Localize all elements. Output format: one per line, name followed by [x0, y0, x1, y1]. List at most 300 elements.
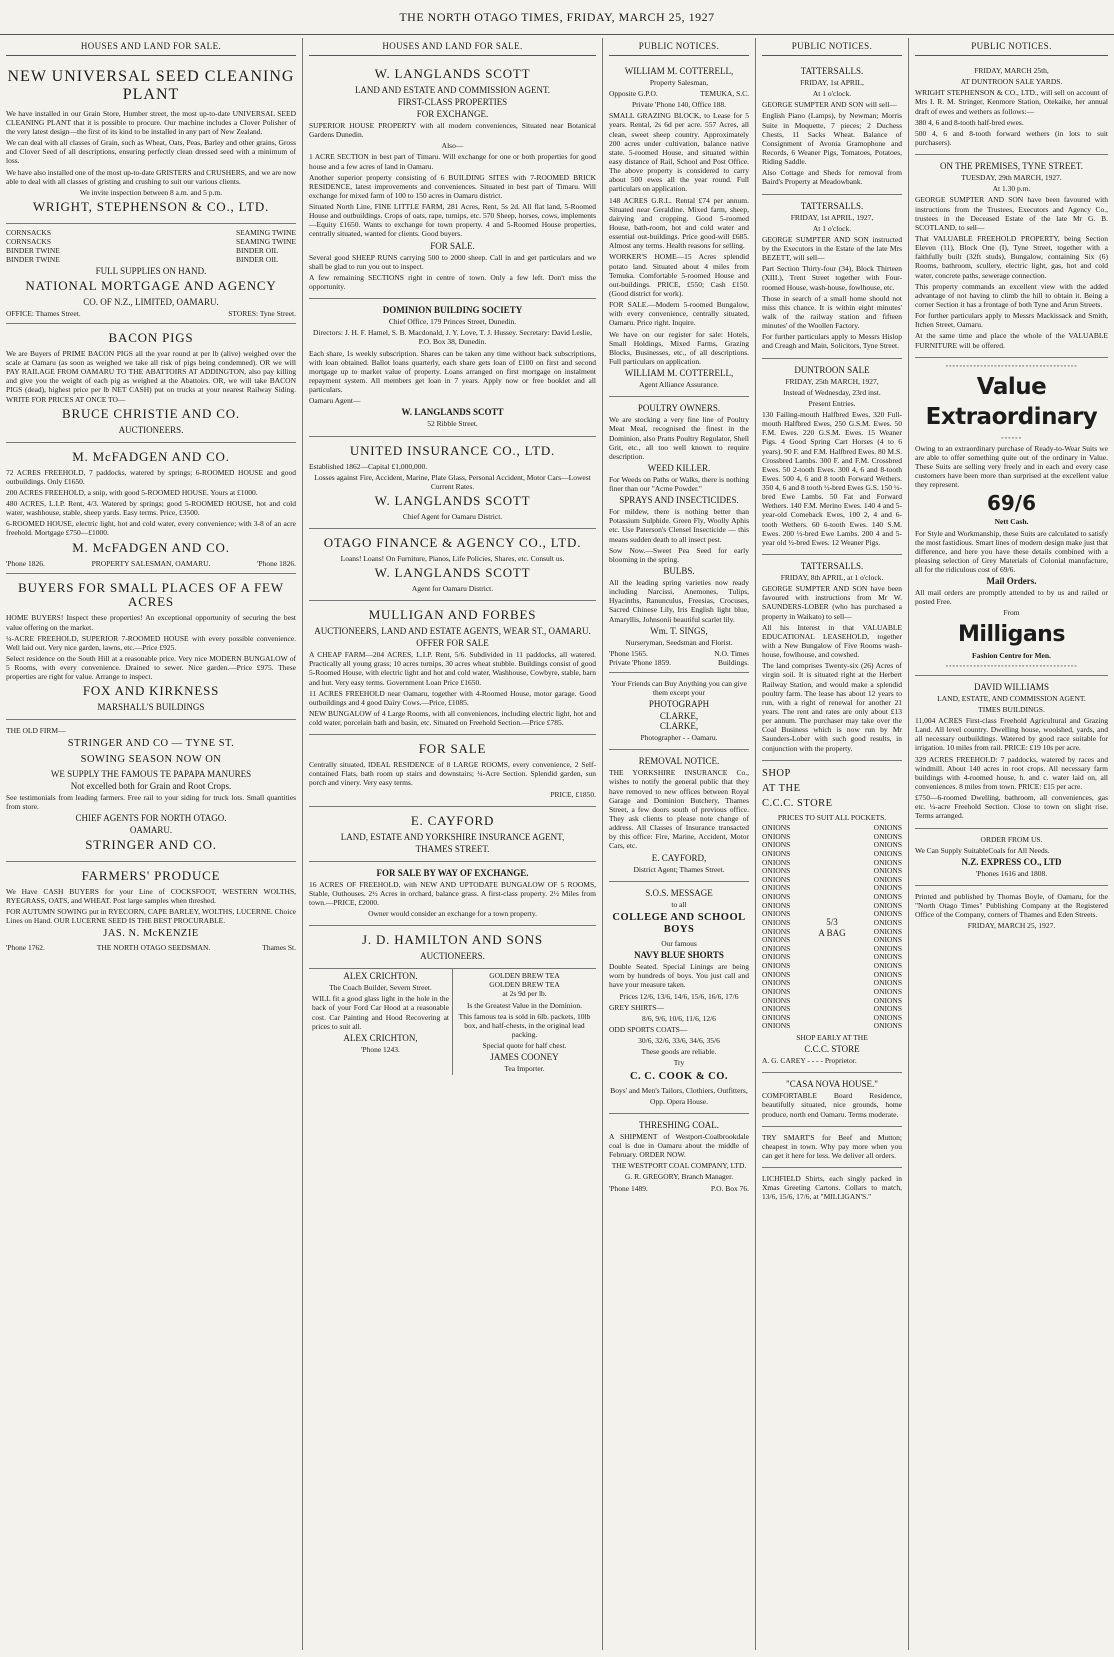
ad-text: We have installed in our Grain Store, Humber street, the most up-to-date UNIVERSAL SEED CLEANING PLANT that it is possible to procure. Our machine includes a Clover Polisher of the very latest design—the first of its kind to be installed in any part of New Zealand. — [6, 108, 296, 137]
advertiser-name: JAMES COONEY — [490, 1052, 559, 1063]
twines-right: SEAMING TWINE SEAMING TWINE BINDER OIL BINDER OIL — [235, 227, 296, 264]
listing: 480 ACRES, L.I.P. Rent, 4/3. Watered by springs; good 5-ROOMED HOUSE, hot and cold water, washhouse, stable, sheep yards. Easy terms. Price, £3500. — [6, 499, 296, 518]
ad-subhead: WEED KILLER. — [647, 462, 711, 473]
ad-text: THE OLD FIRM— — [6, 726, 66, 736]
cayford-ad — [309, 807, 596, 862]
ad-text: See testimonials from leading farmers. Free rail to your siding for truck lots. Small quantities from store. — [6, 792, 296, 811]
ad-text: We Can Supply SuitableCoals for All Needs. — [915, 845, 1050, 855]
onions-word: ONIONS — [762, 1012, 791, 1022]
listing: 16 ACRES OF FREEHOLD, with NEW AND UPTODATE BUNGALOW OF 5 ROOMS, Stable, Outhouses. 2½ Acres in orchard, balance grass. A first-class property. 2½ Miles from town.—PRICE, £2000. — [309, 879, 596, 907]
ad-text: Chief Agent for Oamaru District. — [402, 511, 503, 521]
agent-name: W. LANGLANDS SCOTT — [374, 565, 531, 581]
ad-text: We Have CASH BUYERS for your Line of COCKSFOOT, WESTERN WOLTHS, RYEGRASS, OATS, and WHEAT. Post large samples when threshed. — [6, 886, 296, 905]
ad-text: Chief Office, 179 Princes Street, Dunedin. — [388, 317, 517, 327]
ad-title: PHOTOGRAPH — [648, 699, 710, 710]
onions-word: ONIONS — [762, 926, 791, 936]
advertiser-name: M. McFADGEN AND CO. — [72, 448, 230, 464]
listing: 1 ACRE SECTION in best part of Timaru. Will exchange for one or both properties for good house and a few acres of land in Oamaru. — [309, 152, 596, 171]
ad-subhead: BULBS. — [663, 566, 695, 577]
onions-word: ONIONS — [873, 926, 902, 936]
onions-word: ONIONS — [762, 874, 791, 884]
tattersalls-ad-2 — [762, 195, 902, 359]
onions-word: ONIONS — [873, 1021, 902, 1031]
ad-text: THE YORKSHIRE INSURANCE Co., wishes to notify the general public that they have removed to new offices between Royal Garage and Dominion Butchery, Thames Street, a few doors south of previous office. They ask clients to please note change of address. All Classes of Insurance transacted by this office: Fire, Marine, Accident, Motor Cars, etc. — [609, 768, 749, 851]
ad-text: OAMARU. — [129, 824, 173, 835]
onions-word: ONIONS — [762, 866, 791, 876]
address: Buildings. — [717, 657, 749, 667]
listing: We have on our register for sale: Hotels, Small Holdings, Mixed Farms, Grazing Blocks, Businesses, etc., of all descriptions. Full particulars on application. — [609, 329, 749, 366]
ad-text: WILL fit a good glass light in the hole in the back of your Ford Car Hood at a reasonable cost. Car Painting and Hood Recovering at prices to suit all. — [312, 994, 449, 1031]
onions-word: ONIONS — [762, 995, 791, 1005]
onions-word: ONIONS — [873, 943, 902, 953]
ad-subhead: SPRAYS AND INSECTICIDES. — [619, 495, 739, 506]
column-3 — [603, 38, 756, 1650]
ad-title: TATTERSALLS. — [800, 200, 864, 211]
ad-text: Not excelled both for Grain and Root Crops. — [70, 780, 232, 791]
onions-word: ONIONS — [873, 978, 902, 988]
removal-notice-ad — [609, 750, 749, 881]
onions-word: ONIONS — [873, 840, 902, 850]
advertiser-name: A. G. CAREY - - - - Proprietor. — [762, 1056, 857, 1066]
onions-word: ONIONS — [762, 943, 791, 953]
ad-text: 130 Failing-mouth Halfbred Ewes, 320 Full-mouth Halfbred Ewes, 250 G.S.M. Ewes. 50 F.M. Ewes. 220 G.S.M. Ewes. 15 Weaner Pigs. 4 Good Spring Cart Horses (4 to 6 years). 90 F. and F.M. Halfbred Ewes. 80 M.S. Crossbred Lambs. 300 F. and F.M. Crossbred Ewes. 50 2-tooth Ewes. 300 4, 6 and 8-tooth Ewes. 500 4, 6 and 8 tooth Forward Wethers. 350 4, 6 and 8 tooth ½-bred Ewes G.S. 150 ½-bred Ewe Lambs. 50 Fat and Forward Wethers. 140 F.M. Merino Ewes. 140 4 and 5-year-old Comeback Ewes, 100 2, 4 and 6-tooth Wethers. 60 6-tooth Ewes. 140 S.M. Ewes. 200 ½-bred Ewe Lambs. 200 4 and 5-year old ½-bred Ewes. 12 Weaner Pigs. — [762, 409, 902, 547]
cotterell-ad — [609, 60, 749, 397]
listing: Situated North Line, FINE LITTLE FARM, 281 Acres, Rent, 5s 2d. All flat land, 5-Roomed House and outbuildings. Crops of oats, rape, turnips, etc. 570 Sheep, horses, cows, implements—Equity £1650. Wants to exchange for town property. 4 and 5-Roomed House properties, centrally situated, wanted for clients. Good buyers. — [309, 202, 596, 239]
ornament-border: ◦◦◦◦◦◦◦◦◦◦◦◦◦◦◦◦◦◦◦◦◦◦◦◦◦◦◦◦◦◦◦◦◦◦◦◦◦◦ — [945, 661, 1078, 670]
dominion-building-ad — [309, 299, 596, 436]
ad-title: ON THE PREMISES, TYNE STREET. — [939, 161, 1083, 172]
listing: A CHEAP FARM—204 ACRES, L.I.P. Rent, 5/6. Subdivided in 11 paddocks, all watered. Practically all young grass; 10 acres turnips, 30 acres wheat stubble. Buildings consist of good 5-Roomed House, with electric light and hot and cold water, Washhouse, Cowbyre, stable, barn and hut. Very easy terms. Government Loan Price £1650. — [309, 650, 596, 687]
onions-word: ONIONS — [762, 900, 791, 910]
sale-time: At 1.30 p.m. — [992, 184, 1031, 194]
ad-text: Your Friends can Buy Anything you can give them except your — [611, 678, 747, 698]
advertiser-name: C. C. COOK & CO. — [629, 1070, 729, 1082]
ad-subtitle: The Coach Builder, Severn Street. — [329, 983, 432, 993]
listing: A few remaining SECTIONS right in centre of town. Only a few left. Don't miss the opportunity. — [309, 272, 596, 292]
column-heading: HOUSES AND LAND FOR SALE. — [309, 38, 596, 56]
column-1 — [0, 38, 303, 1650]
ad-subtitle: District Agent; Thames Street. — [633, 864, 725, 874]
ad-text: For mildew, there is nothing better than Potassium Sulphide. Green Fly, Woolly Aphis etc. Use Paterson's Clensel Insecticide — this means sudden death to all insect pest. — [609, 507, 749, 544]
advertiser-name: WRIGHT, STEPHENSON & CO., LTD. — [32, 199, 270, 215]
farmers-produce-ad — [6, 862, 296, 958]
ad-text: FULL SUPPLIES ON HAND. — [95, 265, 207, 276]
price: 8/6, 9/6, 10/6, 11/6, 12/6 — [642, 1013, 716, 1023]
onions-word: ONIONS — [762, 961, 791, 971]
masthead: THE NORTH OTAGO TIMES, FRIDAY, MARCH 25, 1927 — [0, 0, 1114, 35]
advertiser-name: CLARKE, CLARKE, — [659, 711, 699, 732]
ad-text: This famous tea is sold in 6lb. packets, 10lb box, and half-chests, in the original lead packing. — [458, 1011, 591, 1040]
onions-word: ONIONS — [873, 986, 902, 996]
address: Opp. Opera House. — [650, 1096, 708, 1106]
onions-word: ONIONS — [873, 1004, 902, 1014]
poultry-ad — [609, 397, 749, 673]
phone: 'Phone 1762. — [6, 943, 45, 953]
ad-text: This property commands an excellent view with the added advantage of not having to climb the hill to obtain it. Being a corner Section it has a frontage of both Tyne and Arun Streets. — [915, 281, 1108, 309]
phone: 'Phones 1616 and 1808. — [975, 868, 1048, 878]
listing: 380 4, 6 and 8-tooth half-bred ewes. — [915, 117, 1024, 127]
price: PRICE, £1850. — [550, 789, 596, 799]
onions-word: ONIONS — [873, 917, 902, 927]
ad-text: LICHFIELD Shirts, each singly packed in Xmas Greeting Cartons. Collars to match, 13/6, 15/6, 17/6, at "MILLIGAN'S." — [762, 1174, 902, 1202]
ad-title: Value — [976, 373, 1047, 400]
sale-date: FRIDAY, MARCH 25th, — [974, 66, 1049, 75]
ad-subtitle: AUCTIONEERS. — [420, 951, 485, 962]
price: 30/6, 32/6, 33/6, 34/6, 35/6 — [638, 1036, 720, 1046]
listing: 500 4, 6 and 8-tooth forward wethers (in lots to suit purchasers). — [915, 128, 1108, 147]
ad-text: We have also installed one of the most up-to-date GRISTERS and CRUSHERS, and we are now able to deal with all classes of gristing and crushing to suit our various clients. — [6, 167, 296, 186]
onions-word: ONIONS — [762, 986, 791, 996]
onions-word: ONIONS — [762, 840, 791, 850]
imprint-text: Printed and published by Thomas Boyle, of Oamaru, for the "North Otago Times" Publishing Company at the Registered Office of the Company, corners of Thames and Eden Streets. — [915, 892, 1108, 920]
price: Prices 12/6, 13/6, 14/6, 15/6, 16/6, 17/6 — [619, 991, 739, 1001]
advertiser-name: Milligans — [958, 621, 1065, 647]
ad-text: WRIGHT STEPHENSON & CO., LTD., will sell on account of Mrs I. R. M. Stringer, Kenmore Station, Otekaike, her annual draft of ewes and wethers as follows:— — [915, 88, 1108, 116]
onions-word: ONIONS — [873, 874, 902, 884]
column-heading: HOUSES AND LAND FOR SALE. — [6, 38, 296, 56]
advertiser-name: ALEX CRICHTON, — [343, 1032, 418, 1043]
advertiser-name: JAS. N. McKENZIE — [103, 928, 199, 940]
ad-subtitle: THE NORTH OTAGO SEEDSMAN. — [96, 943, 211, 953]
ad-text: to all — [671, 899, 687, 909]
ad-text: All mail orders are promptly attended to by us and railed or posted Free. — [915, 588, 1108, 607]
suit-price: 69/6 — [986, 491, 1037, 516]
advertiser-name: E. CAYFORD — [410, 812, 495, 828]
sale-place: AT DUNTROON SALE YARDS. — [960, 77, 1063, 87]
onions-word: ONIONS — [873, 823, 902, 833]
onions-word: ONIONS — [873, 961, 902, 971]
ad-text: GEORGE SUMPTER AND SON have been favoured with instructions from the Trustees, Executors and Agency Co., trustees in the Deceased Estate of the late Mr G. B. SCOTLAND, to sell— — [915, 195, 1108, 232]
onions-word: ONIONS — [873, 935, 902, 945]
onions-word: ONIONS — [873, 995, 902, 1005]
listing: £750—6-roomed Dwelling, bathroom, all conveniences, gas etc. ¼-acre Freehold Section. Close to town on slight rise. Terms arranged. — [915, 793, 1108, 821]
listing: Another superior property consisting of 6 BUILDING SITES with 7-ROOMED BRICK RESIDENCE, latest improvements and conveniences. Situated in best part of Timaru. Will exchange for mixed farm of 100 to 150 acres in Oamaru district. — [309, 172, 596, 200]
listing: Select residence on the South Hill at a reasonable price. Very nice MODERN BUNGALOW of 5 Rooms, with every convenience. Drained to sewer. Nice garden.—Price £975. These properties are right for value. Arrange to inspect. — [6, 653, 296, 682]
phone: 'Phone 1243. — [361, 1044, 400, 1054]
onions-price — [812, 824, 852, 1031]
imprint-date: FRIDAY, MARCH 25, 1927. — [967, 921, 1056, 931]
phone: 'Phone 1489. — [609, 1183, 648, 1193]
ad-subtitle: Photographer - - Oamaru. — [640, 733, 718, 743]
address: N.O. Times — [714, 648, 749, 658]
ad-title: THRESHING COAL. — [639, 1119, 719, 1130]
listing: SMALL GRAZING BLOCK, to Lease for 5 years. Rental, 2s 6d per acre. 557 Acres, all clean, sweet sheep country. Approximately 200 acres under cultivation, balance native state. 5-roomed House, and situated within easy distance of Rail, School and Post Office. The above property is considered to carry about 500 ewes all the year round. Full particulars on application. — [609, 111, 749, 194]
twines-ad — [6, 224, 296, 324]
tattersalls-ad-1 — [762, 60, 902, 195]
column-4 — [756, 38, 909, 1650]
column-heading: PUBLIC NOTICES. — [609, 38, 749, 56]
ad-title: BACON PIGS — [108, 329, 194, 345]
onions-word: ONIONS — [873, 1012, 902, 1022]
ad-subtitle: LAND AND ESTATE AND COMMISSION AGENT. — [354, 84, 551, 95]
advertiser-name: STRINGER AND CO — TYNE ST. — [67, 738, 235, 750]
sale-time: At 1 o'clock. — [812, 223, 852, 233]
column-5 — [909, 38, 1114, 1650]
ad-subhead: Present Entries. — [808, 398, 856, 408]
ad-subhead: SHOP EARLY AT THE — [796, 1033, 868, 1043]
bacon-pigs-ad — [6, 324, 296, 443]
ad-subtitle: LAND, ESTATE AND YORKSHIRE INSURANCE AGENT, — [340, 831, 565, 842]
ad-text: All his Interest in that VALUABLE EDUCATIONAL LEASEHOLD, together with a New Bungalow of Five Rooms wash-house, fowlhouse, and cowshed. — [762, 622, 902, 660]
onions-word: ONIONS — [873, 866, 902, 876]
ad-title: TATTERSALLS. — [800, 561, 864, 572]
ad-title: GOLDEN BREW TEA GOLDEN BREW TEA at 2s 9d per lb. — [489, 971, 560, 999]
ad-text: S.O.S. MESSAGE — [645, 887, 713, 898]
ad-text: At the same time and place the whole of the VALUABLE FURNITURE will be offered. — [915, 331, 1108, 350]
imprint — [915, 886, 1108, 938]
nz-express-ad — [915, 829, 1108, 886]
sale-time: At 1 o'clock. — [812, 89, 852, 99]
ad-text: GEORGE SUMPTER AND SON have been favoured with instructions from Mr W. SAUNDERS-LOBER (who has purchased a property in Waikato) to sell— — [762, 584, 902, 621]
onions-word: ONIONS — [873, 883, 902, 893]
onions-word: ONIONS — [762, 883, 791, 893]
ad-title: BUYERS FOR SMALL PLACES OF A FEW ACRES — [18, 579, 284, 610]
ad-text: Directors: J. H. F. Hamel, S. B. Macdonald, J. Y. Love, T. J. Hussey. Secretary: David Leslie, P.O. Box 38, Dunedin. — [312, 328, 592, 347]
onions-word: ONIONS — [762, 831, 791, 841]
onions-word: ONIONS — [762, 848, 791, 858]
onions-word: ONIONS — [762, 952, 791, 962]
advertiser-name: STRINGER AND CO. — [85, 836, 217, 852]
ad-text: Each share, 1s weekly subscription. Shares can be taken any time without back subscriptions, with loan obtained. Ballot loans quarterly, each share gets loan of £100 on first and second mortgage up to market value of property. Loans arranged on first mortgage on instalment repayment system. All members get loan in 7 years. Apply now or free booklet and all particulars. — [309, 348, 596, 395]
onions-word: ONIONS — [762, 857, 791, 867]
ad-subtitle: LAND, ESTATE, AND COMMISSION AGENT. — [937, 693, 1086, 703]
ad-subhead: Mail Orders. — [986, 576, 1037, 587]
address: Thames St. — [262, 943, 296, 953]
ad-title: DUNTROON SALE — [794, 364, 870, 375]
ad-subtitle: Tea Importer. — [504, 1064, 545, 1074]
listing: 6-ROOMED HOUSE, electric light, hot and cold water, every convenience; with 3-8 of an acre freehold. Mortgage £750—£1000. — [6, 519, 296, 538]
ad-text: Owner would consider an exchange for a town property. — [368, 909, 537, 919]
sale-date: FRIDAY, 25th MARCH, 1927, — [785, 376, 879, 386]
ad-subtitle: Boys' and Men's Tailors, Clothiers, Outfitters, — [610, 1085, 748, 1095]
phone: 'Phone 1826. — [6, 558, 45, 568]
ad-text: Try — [673, 1058, 685, 1068]
onions-word: ONIONS — [873, 892, 902, 902]
ad-text: That VALUABLE FREEHOLD PROPERTY, being Section Eleven (11), Block One (I), Tyne Street, together with a faithfully built (32ft studs), Bungalow, containing Six (6) Rooms, bathroom, scullery, electric light, gas, hot and cold water, concrete paths, sewerage connection. — [915, 233, 1108, 280]
advertiser-name: M. McFADGEN AND CO. — [72, 539, 230, 555]
ad-subtitle: G. R. GREGORY, Branch Manager. — [624, 1172, 734, 1182]
listing: ¼-ACRE FREEHOLD, SUPERIOR 7-ROOMED HOUSE with every possible convenience. Well laid out. Very nice garden, lawns, etc.—Price £925. — [6, 633, 296, 652]
lichfield-ad — [762, 1168, 902, 1208]
ad-text: Those in search of a small home should not miss this chance. It is within eight minutes' walk of the railway station and fifteen minutes' of the Woollen Factory. — [762, 293, 902, 331]
ad-title: POULTRY OWNERS. — [637, 403, 721, 414]
column-heading: PUBLIC NOTICES. — [762, 38, 902, 56]
onions-word: ONIONS — [762, 935, 791, 945]
ad-text: From — [1003, 608, 1020, 618]
ad-subtitle: PROPERTY SALESMAN, OAMARU. — [91, 558, 211, 568]
ad-text: Oamaru Agent— — [309, 396, 361, 406]
onions-word: ONIONS — [762, 892, 791, 902]
ad-text: We are Buyers of PRIME BACON PIGS all the year round at per lb (alive) weighed over the scale at Oamaru (as soon as weighed we take all risk of pigs being condemned). OR we will PAY RAILAGE FROM OAMARU TO THE ABATTOIRS AT ADDINGTON, also pay killing and give you the weight of each pig as weighed at the Abattoirs. OR, we will take BACON PIGS (dead), highest price per lb NET CASH) put on trucks at your nearest Railway Siding. WRITE FOR PRICES AT ONCE TO— — [6, 348, 296, 404]
ad-title: ORDER FROM US. — [980, 834, 1043, 844]
ad-title: REMOVAL NOTICE. — [638, 756, 720, 767]
listing: SUPERIOR HOUSE PROPERTY with all modern conveniences, Situated near Botanical Gardens Dunedin. — [309, 120, 596, 140]
onions-word: ONIONS — [762, 909, 791, 919]
ad-subtitle: AUCTIONEERS. — [118, 424, 184, 435]
ad-title: AT THE — [762, 782, 801, 794]
ad-text: The land comprises Twenty-six (26) Acres of virgin soil. It is situated right at the Herbert Railway Station, and would make a splendid poultry farm. The lease has about 12 years to run, with a right of renewal for another 21 years. The rent and rates are only about £13 per annum. The purchaser may take over the Coal Business which is now run by Mr Saunders-Lober with such good results, in conjunction with the property. — [762, 661, 902, 753]
advertiser-name: Wm. T. SINGS, — [650, 625, 708, 636]
ad-text: WE SUPPLY THE FAMOUS TE PAPAPA MANURES — [50, 768, 252, 779]
sale-date: FRIDAY, 1st APRIL, — [800, 78, 864, 87]
address: TEMUKA, S.C. — [700, 89, 749, 99]
advertiser-name: MULLIGAN AND FORBES — [368, 607, 537, 623]
listing: HOME BUYERS! Inspect these properties! An exceptional opportunity of securing the best value offering on the market. — [6, 613, 296, 632]
phone: 'Phone 1826. — [257, 558, 296, 568]
address: TIMES BUILDINGS. — [978, 704, 1045, 714]
langlands-scott-ad — [309, 60, 596, 299]
agent-name: W. LANGLANDS SCOTT — [401, 407, 504, 418]
phone: Private 'Phone 1859. — [609, 657, 671, 667]
onions-list-right — [852, 824, 902, 1031]
ad-title: FOR SALE BY WAY OF EXCHANGE. — [376, 867, 529, 878]
ad-text: FIRST-CLASS PROPERTIES — [397, 96, 508, 107]
ad-subtitle: Fashion Centre for Men. — [972, 650, 1051, 660]
phone: 'Phone 1565. — [609, 648, 648, 658]
ad-text: FOR SALE. — [430, 240, 475, 251]
ad-text: Loans! Loans! On Furniture, Pianos, Life Policies, Shares, etc. Consult us. — [340, 553, 565, 563]
listing: Several good SHEEP RUNS carrying 500 to 2000 sheep. Call in and get particulars and we shall be glad to run you out to inspect. — [309, 252, 596, 271]
seed-cleaning-ad — [6, 60, 296, 224]
listing: 329 ACRES FREEHOLD: 7 paddocks, watered by races and windmill. About 140 acres in root crops. All necessary farm buildings with 4-roomed house, h. and c. water laid on, all conveniences. 8 miles from town. PRICE: £15 per acre. — [915, 754, 1108, 792]
sale-date: TUESDAY, 29th MARCH, 1927. — [961, 173, 1062, 183]
onions-word: ONIONS — [873, 909, 902, 919]
listing: WORKER'S HOME—15 Acres splendid potato land. Situated about 4 miles from Temuka. Comfortable 5-roomed House and out-buildings. PRICE, £550; Cash £150. (Good district for work). — [609, 252, 749, 298]
advertiser-name: FOX AND KIRKNESS — [82, 683, 220, 699]
hamilton-ad — [309, 926, 596, 969]
premises-sale-ad — [915, 155, 1108, 358]
ad-text: GEORGE SUMPTER AND SON instructed by the Executors in the Estate of the late Mrs BEZETT, will sell— — [762, 234, 902, 263]
advertiser-name: THE WESTPORT COAL COMPANY, LTD. — [611, 1161, 747, 1171]
david-williams-ad — [915, 676, 1108, 829]
duntroon-yards-ad — [915, 60, 1108, 155]
advertiser-name: BRUCE CHRISTIE AND CO. — [62, 405, 240, 421]
ad-title: C.C.C. STORE — [762, 797, 833, 809]
ad-subtitle: Agent Alliance Assurance. — [639, 380, 719, 390]
ad-subhead: GREY SHIRTS— — [609, 1002, 664, 1012]
ad-title: TATTERSALLS. — [800, 66, 864, 76]
ad-text: TRY SMART'S for Beef and Mutton; cheapest in town. Why pay more when you can get it here for less. We deliver all orders. — [762, 1132, 902, 1161]
listing: NEW BUNGALOW of 4 Large Rooms, with all conveniences, including electric light, hot and cold water, porcelain bath and basin, etc. Situated on Freehold Section.—Price £785. — [309, 708, 596, 728]
ad-subtitle: AUCTIONEERS, LAND AND ESTATE AGENTS, WEAR ST., OAMARU. — [314, 626, 591, 637]
price: 5/3 — [826, 917, 838, 928]
advertiser-name: E. CAYFORD, — [651, 852, 707, 863]
united-insurance-ad — [309, 437, 596, 529]
crichton-ad — [309, 969, 453, 1075]
ad-subtitle: Nurseryman, Seedsman and Florist. — [625, 637, 733, 647]
ad-text: Is the Greatest Value in the Dominion. — [466, 1000, 583, 1010]
listing: 11,004 ACRES First-class Freehold Agricultural and Grazing Land. All level country. Dwelling house, woolshed, yards, and all necessary outbuildings. Watered by good race suitable for irrigation. 10 miles from rail. PRICE: £19 10s per acre. — [915, 716, 1108, 753]
column-2 — [303, 38, 603, 1650]
ad-text: FOR EXCHANGE. — [416, 108, 489, 119]
onions-list-left — [762, 824, 812, 1031]
ornament-border: ◦◦◦◦◦◦◦◦◦◦◦◦◦◦◦◦◦◦◦◦◦◦◦◦◦◦◦◦◦◦◦◦◦◦◦◦◦◦ — [945, 361, 1078, 370]
onions-word: ONIONS — [762, 1021, 791, 1031]
ad-text: For Weeds on Paths or Walks, there is nothing finer than our "Acme Powder." — [609, 474, 749, 494]
onions-word: ONIONS — [762, 978, 791, 988]
ad-text: COMFORTABLE Board Residence, beautifully situated, nice grounds, home produce, north end Oamaru. Terms moderate. — [762, 1091, 902, 1119]
column-heading: PUBLIC NOTICES. — [915, 38, 1108, 56]
address: Opposite G.P.O. — [609, 89, 658, 99]
ad-subtitle: CO. OF N.Z., LIMITED, OAMARU. — [83, 296, 219, 307]
ad-text: We can deal with all classes of Grain, such as Wheat, Oats, Peas, Barley and other grains, Gross and Clover Seed of all descriptions, ensuring perfectly clean dressed seed with a minimum of loss. — [6, 138, 296, 166]
ad-title: FARMERS' PRODUCE — [81, 867, 221, 883]
ad-text: OFFER FOR SALE — [416, 638, 489, 649]
ad-text: English Piano (Lamps), by Newman; Morris Suite in Moquette, 7 pieces; 2 Duchess Chests, 11 Sacks Wheat. Balance of Consignment of Avonia Gramophone and Records, 6 Weaner Pigs, Tomatoes, Potatoes, Riding Saddle. — [762, 111, 902, 167]
ad-title: "CASA NOVA HOUSE." — [786, 1079, 878, 1090]
onions-word: ONIONS — [762, 969, 791, 979]
ornament-divider: ◦◦◦◦◦◦ — [1001, 433, 1022, 442]
ad-subhead: NAVY BLUE SHORTS — [634, 950, 724, 961]
ad-text: Instead of Wednesday, 23rd inst. — [783, 387, 881, 397]
ad-text: Losses against Fire, Accident, Marine, Plate Glass, Personal Accident, Motor Cars—Lowest Current Rates. — [314, 472, 591, 491]
mcfadgen-ad — [6, 443, 296, 574]
ad-text: We are stocking a very fine line of Poultry Meat Meal, recognised the finest in the Dominion, also Pratts Poultry Regulator, Shell Grit, etc., all too well known to require description. — [609, 415, 749, 461]
ad-text: These goods are reliable. — [641, 1047, 717, 1057]
ad-text: Special quote for half chest. — [482, 1041, 567, 1051]
for-sale-ad — [309, 735, 596, 807]
advertiser-name: UNITED INSURANCE CO., LTD. — [349, 442, 556, 458]
ad-text: Nett Cash. — [994, 517, 1029, 527]
advertiser-name: WILLIAM M. COTTERELL, — [624, 66, 734, 76]
split-ads — [309, 969, 596, 1075]
ad-subtitle: MARSHALL'S BUILDINGS — [97, 702, 205, 713]
ad-title: SHOP — [762, 767, 791, 779]
advertiser-name: W. LANGLANDS SCOTT — [374, 66, 531, 81]
listing: FOR SALE.—Modern 5-roomed Bungalow, with every convenience, centrally situated, Oamaru. Price right. Inquire. — [609, 300, 749, 328]
ad-subhead: PRICES TO SUIT ALL POCKETS. — [777, 812, 887, 822]
twines-left: CORNSACKS CORNSACKS BINDER TWINE BINDER TWINE — [6, 227, 60, 264]
ad-subtitle: Property Salesman, — [649, 78, 709, 87]
listing: 148 ACRES G.R.L. Rental £74 per annum. Situated near Geraldine. Mixed farm, sheep, dairying and cropping. Good 5-roomed House, bath-room, hot and cold water and essential out-buildings. Price good-will £685. Almost any terms. Health reasons for selling. — [609, 195, 749, 251]
advertiser-name: ALEX CRICHTON. — [343, 971, 418, 982]
office-address: OFFICE: Thames Street. — [6, 308, 81, 318]
golden-brew-ad — [453, 969, 596, 1075]
ad-text: A SHIPMENT of Westport-Coalbrookdale coal is due in Oamaru about the middle of February. ORDER NOW. — [609, 1131, 749, 1160]
sale-date: FRIDAY, 8th APRIL, at 1 o'clock. — [780, 573, 884, 583]
advertiser-name: DAVID WILLIAMS — [974, 681, 1049, 692]
advertiser-name: N.Z. EXPRESS CO., LTD — [961, 856, 1062, 867]
ad-text: Sow Now.—Sweet Pea Seed for early blooming in the spring. — [609, 545, 749, 564]
ad-text: Also Cottage and Sheds for removal from Baird's Property at Meadowbank. — [762, 168, 902, 187]
advertiser-name: NATIONAL MORTGAGE AND AGENCY — [25, 277, 277, 293]
ad-subtitle: THAMES STREET. — [415, 843, 490, 854]
ad-title: Extraordinary — [925, 403, 1098, 430]
tattersalls-ad-3 — [762, 555, 902, 761]
casa-nova-ad — [762, 1073, 902, 1126]
smarts-ad — [762, 1127, 902, 1168]
photograph-ad — [609, 673, 749, 750]
ad-subhead: ODD SPORTS COATS— — [609, 1024, 688, 1034]
ad-text: 52 Ribble Street. — [427, 419, 478, 429]
sale-date: FRIDAY, 1st APRIL, 1927, — [790, 212, 874, 222]
listing: 11 ACRES FREEHOLD near Oamaru, together with 4-Roomed House, motor garage. Good outbuildings and 4 good Dairy Cows.—Price, £1085. — [309, 688, 596, 707]
mulligan-forbes-ad — [309, 601, 596, 735]
ad-title: SOWING SEASON NOW ON — [80, 753, 222, 765]
advertiser-name: WILLIAM M. COTTERELL, — [624, 368, 734, 379]
ccc-store-ad — [762, 761, 902, 1074]
onions-word: ONIONS — [762, 823, 791, 833]
ad-text: Owing to an extraordinary purchase of Ready-to-Wear Suits we are able to offer something quite out of the ordinary in Value. These Suits are selling very freely and in each and every case customers have been more than surprised at the excellent value they represent. — [915, 443, 1108, 490]
phone: Private 'Phone 140, Office 188. — [631, 100, 727, 110]
stores-address: STORES: Tyne Street. — [228, 308, 296, 318]
ad-text: GEORGE SUMPTER AND SON will sell— — [762, 100, 897, 110]
listing: Centrally situated, IDEAL RESIDENCE of 8 LARGE ROOMS, every convenience, 2 Self-contained Flats, bath room up stairs and downstairs; ¼-Acre Section. Splendid garden, sun porch and vinery. Very easy terms. — [309, 760, 596, 788]
milligans-ad — [915, 358, 1108, 676]
ad-text: CHIEF AGENTS FOR NORTH OTAGO. — [75, 812, 227, 823]
ad-title: COLLEGE AND SCHOOL BOYS — [612, 911, 746, 935]
onions-block — [762, 824, 902, 1031]
